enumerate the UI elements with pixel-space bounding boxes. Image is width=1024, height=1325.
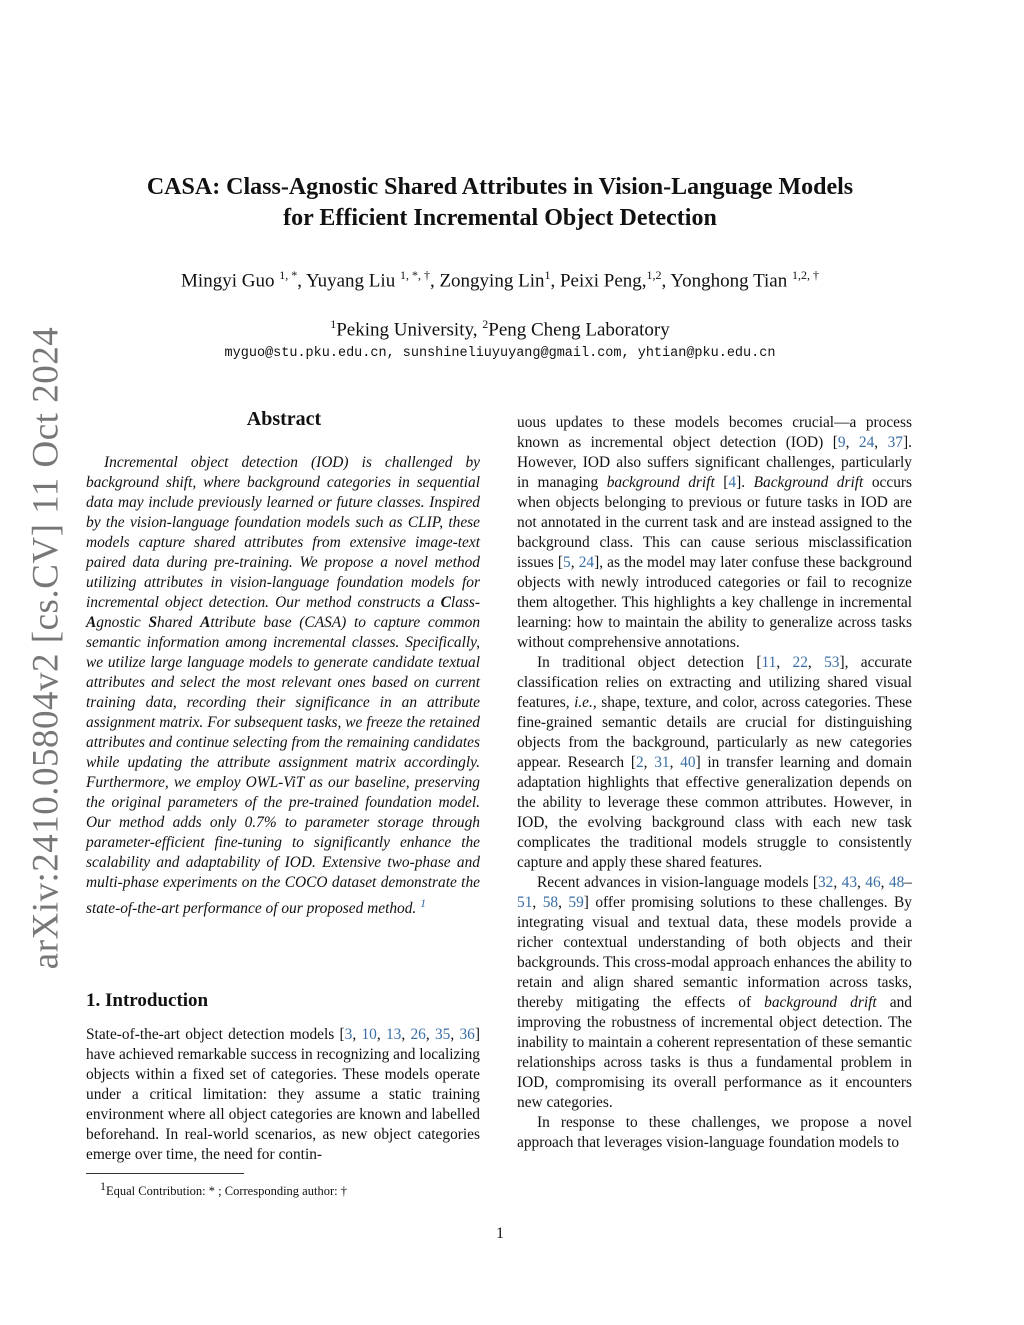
institution: Peking University, (336, 319, 483, 341)
intro-paragraph (86, 1025, 480, 1165)
text-run: , (880, 874, 889, 891)
affil-mark: 2 (482, 317, 489, 331)
text-run: , (776, 654, 793, 671)
citation-link[interactable]: 43 (841, 874, 858, 891)
text-run: ], as the model may later confuse these background objects with newly introduced categories or fail to recognize them altogether. This highlights a key challenge in incremental learning: how to maintain the ability to generalize across tasks without comprehensive annotations. (517, 554, 913, 651)
title-line-1: CASA: Class-Agnostic Shared Attributes in Vision-Language Models (146, 174, 854, 200)
citation-link[interactable]: 24 (858, 434, 875, 451)
author-list (100, 268, 900, 292)
italic-term: background drift (606, 474, 715, 491)
text-run: , (570, 554, 579, 571)
text-run: ]. However, IOD also suffers significant challenges, particularly in managing (517, 434, 912, 491)
body-paragraph (517, 873, 912, 1113)
author-affil-mark: 1, *, † (399, 268, 430, 282)
text-run: , (352, 1026, 362, 1043)
institution: Peng Cheng Laboratory (488, 319, 670, 341)
introduction-body (86, 1025, 480, 1165)
citation-link[interactable]: 22 (792, 654, 808, 671)
citation-link[interactable]: 59 (568, 894, 584, 911)
body-paragraph (517, 1113, 912, 1153)
abstract-heading: Abstract (246, 408, 322, 430)
citation-link[interactable]: 26 (410, 1026, 426, 1043)
text-run: ], accurate classification relies on extracting and utilizing shared visual features, (517, 654, 912, 711)
citation-link[interactable]: 3 (344, 1026, 353, 1043)
author-emails: myguo@stu.pku.edu.cn, sunshineliuyuyang@gmail.com, yhtian@pku.edu.cn (224, 346, 776, 361)
text-run: , (857, 874, 866, 891)
citation-link[interactable]: 35 (434, 1026, 451, 1043)
author-name: Mingyi Guo (181, 270, 280, 292)
text-run: ]. (736, 474, 754, 491)
italic-term: background drift (764, 994, 877, 1011)
text-run: ] have achieved remarkable success in recognizing and localizing objects within a fixed set of categories. These models operate under a critical limitation: they assume a static training environment where all object categories are known and labelled beforehand. In real-world scenarios, as new object categories emerge over time, the need for contin- (86, 1026, 480, 1163)
paper-title (100, 172, 900, 234)
text-run: gnostic (96, 614, 149, 631)
right-column-body (517, 413, 912, 1153)
text-run: and improving the robustness of incremental object detection. The inability to maintain a coherent representation of these semantic relationships across tasks is thus a fundamental problem in IOD, compromising its overall performance as it encounters new categories. (517, 994, 913, 1111)
citation-link[interactable]: 37 (887, 434, 903, 451)
text-run: , (643, 754, 655, 771)
bold-letter: A (200, 614, 211, 631)
text-run: , (874, 434, 888, 451)
text-run: In traditional object detection [ (537, 654, 762, 671)
text-run: ttribute base (CASA) to capture common semantic information among incremental classes. Specifically, we utilize large language models to generate candidate textual attributes and select the most relevant ones based on current training data, recording their significance in an attribute assignment matrix. For subsequent tasks, we freeze the retained attributes and continue selecting from the remaining candidates while updating the attribute assignment matrix accordingly. Furthermore, we employ OWL-ViT as our baseline, preserving the original parameters of the pre-trained foundation model. Our method adds only 0.7% to parameter storage through parameter-efficient fine-tuning to significantly enhance the scalability and adaptability of IOD. Extensive two-phase and multi-phase experiments on the COCO dataset demonstrate the state-of-the-art performance of our proposed method. (86, 614, 481, 918)
citation-link[interactable]: 46 (865, 874, 881, 891)
text-run: shape, texture, and color, across categories. These fine-grained semantic details are crucial for distinguishing objects from the background, particularly as new categories appear. Research [ (517, 694, 912, 771)
citation-link[interactable]: 58 (542, 894, 559, 911)
text-run: , (558, 894, 569, 911)
bold-letter: S (148, 614, 158, 631)
text-run: ] in transfer learning and domain adaptation highlights that effective generalization depends on the ability to leverage these common attributes. However, in IOD, the evolving background class with each new task complicates the traditional models struggle to consistently capture and apply these shared features. (517, 754, 912, 871)
author-name: , Zongying Lin (429, 270, 545, 292)
citation-link[interactable]: 36 (459, 1026, 475, 1043)
text-run: , (669, 754, 681, 771)
author-affil-mark: 1,2 (646, 268, 662, 282)
footnote-divider (86, 1173, 244, 1174)
text-run: State-of-the-art object detection models [ (86, 1026, 345, 1043)
abstract-paragraph (86, 453, 480, 919)
title-line-2: for Efficient Incremental Object Detection (283, 205, 717, 231)
citation-link[interactable]: 32 (817, 874, 834, 891)
text-run: , (450, 1026, 460, 1043)
citation-link[interactable]: 11 (761, 654, 777, 671)
text-run: ] offer promising solutions to these challenges. By integrating visual and textual data, these models provide a richer contextual understanding of both objects and their backgrounds. This cross-modal approach enhances the ability to retain and align shared semantic information across tasks, thereby mitigating the effects of (517, 894, 912, 1011)
bold-letter: C (440, 594, 451, 611)
citation-link[interactable]: 24 (578, 554, 595, 571)
author-name: , Yonghong Tian (661, 270, 792, 292)
arxiv-watermark (24, 326, 68, 969)
citation-link[interactable]: 4 (728, 474, 737, 491)
author-name: , Yuyang Liu (297, 270, 400, 292)
italic-term: i.e., (574, 694, 597, 711)
citation-link[interactable]: 40 (680, 754, 696, 771)
affiliations (100, 317, 900, 341)
citation-link[interactable]: 10 (361, 1026, 377, 1043)
text-run: , (425, 1026, 435, 1043)
footnote-text: Equal Contribution: * ; Corresponding author: † (106, 1184, 347, 1199)
citation-link[interactable]: 31 (654, 754, 670, 771)
text-run: , (833, 874, 842, 891)
author-affil-mark: 1,2, † (791, 268, 819, 282)
text-run: , (376, 1026, 386, 1043)
citation-link[interactable]: 5 (563, 554, 571, 571)
citation-link[interactable]: 48 (888, 874, 905, 891)
text-run: hared (157, 614, 201, 631)
body-paragraph (517, 653, 912, 873)
arxiv-id-label: arXiv:2410.05804v2 [cs.CV] 11 Oct 2024 (25, 326, 67, 969)
text-run: Incremental object detection (IOD) is challenged by background shift, where background categories in sequential data may include previously learned or future classes. Inspired by the vision-language foundation models such as CLIP, these models capture shared attributes from extensive image-text paired data during pre-training. We propose a novel method utilizing attributes in vision-language foundation models for incremental object detection. Our method constructs a (86, 454, 480, 611)
citation-link[interactable]: 9 (837, 434, 846, 451)
citation-link[interactable]: 2 (635, 754, 644, 771)
author-affil-mark: 1 (544, 268, 551, 282)
text-run: , (532, 894, 543, 911)
footnote-mark: 1 (100, 1179, 106, 1193)
footnote (100, 1179, 347, 1199)
bold-letter: A (86, 614, 97, 631)
text-run: [ (714, 474, 729, 491)
text-run: In response to these challenges, we propose a novel approach that leverages vision-language foundation models to (517, 1114, 912, 1151)
text-run: , (845, 434, 859, 451)
affil-mark: 1 (330, 317, 337, 331)
text-run: Recent advances in vision-language models [ (537, 874, 818, 891)
page-number: 1 (496, 1225, 504, 1242)
footnote-link[interactable]: 1 (420, 896, 427, 910)
text-run: uous updates to these models becomes crucial—a process known as incremental object detection (IOD) [ (517, 414, 912, 451)
author-name: , Peixi Peng, (550, 270, 647, 292)
citation-link[interactable]: 53 (824, 654, 840, 671)
citation-link[interactable]: 51 (517, 894, 533, 911)
text-run: occurs when objects belonging to previous or future tasks in IOD are not annotated in the current task and are instead assigned to the background class. This can cause serious misclassification issues [ (517, 474, 913, 571)
section-heading-introduction: 1. Introduction (86, 990, 209, 1011)
text-run: , (401, 1026, 411, 1043)
text-run: – (904, 874, 912, 891)
italic-term: Background drift (753, 474, 864, 491)
abstract-body (86, 453, 480, 919)
citation-link[interactable]: 13 (385, 1026, 402, 1043)
text-run: , (807, 654, 825, 671)
body-paragraph (517, 413, 912, 653)
text-run: lass- (450, 594, 480, 611)
author-affil-mark: 1, * (279, 268, 298, 282)
